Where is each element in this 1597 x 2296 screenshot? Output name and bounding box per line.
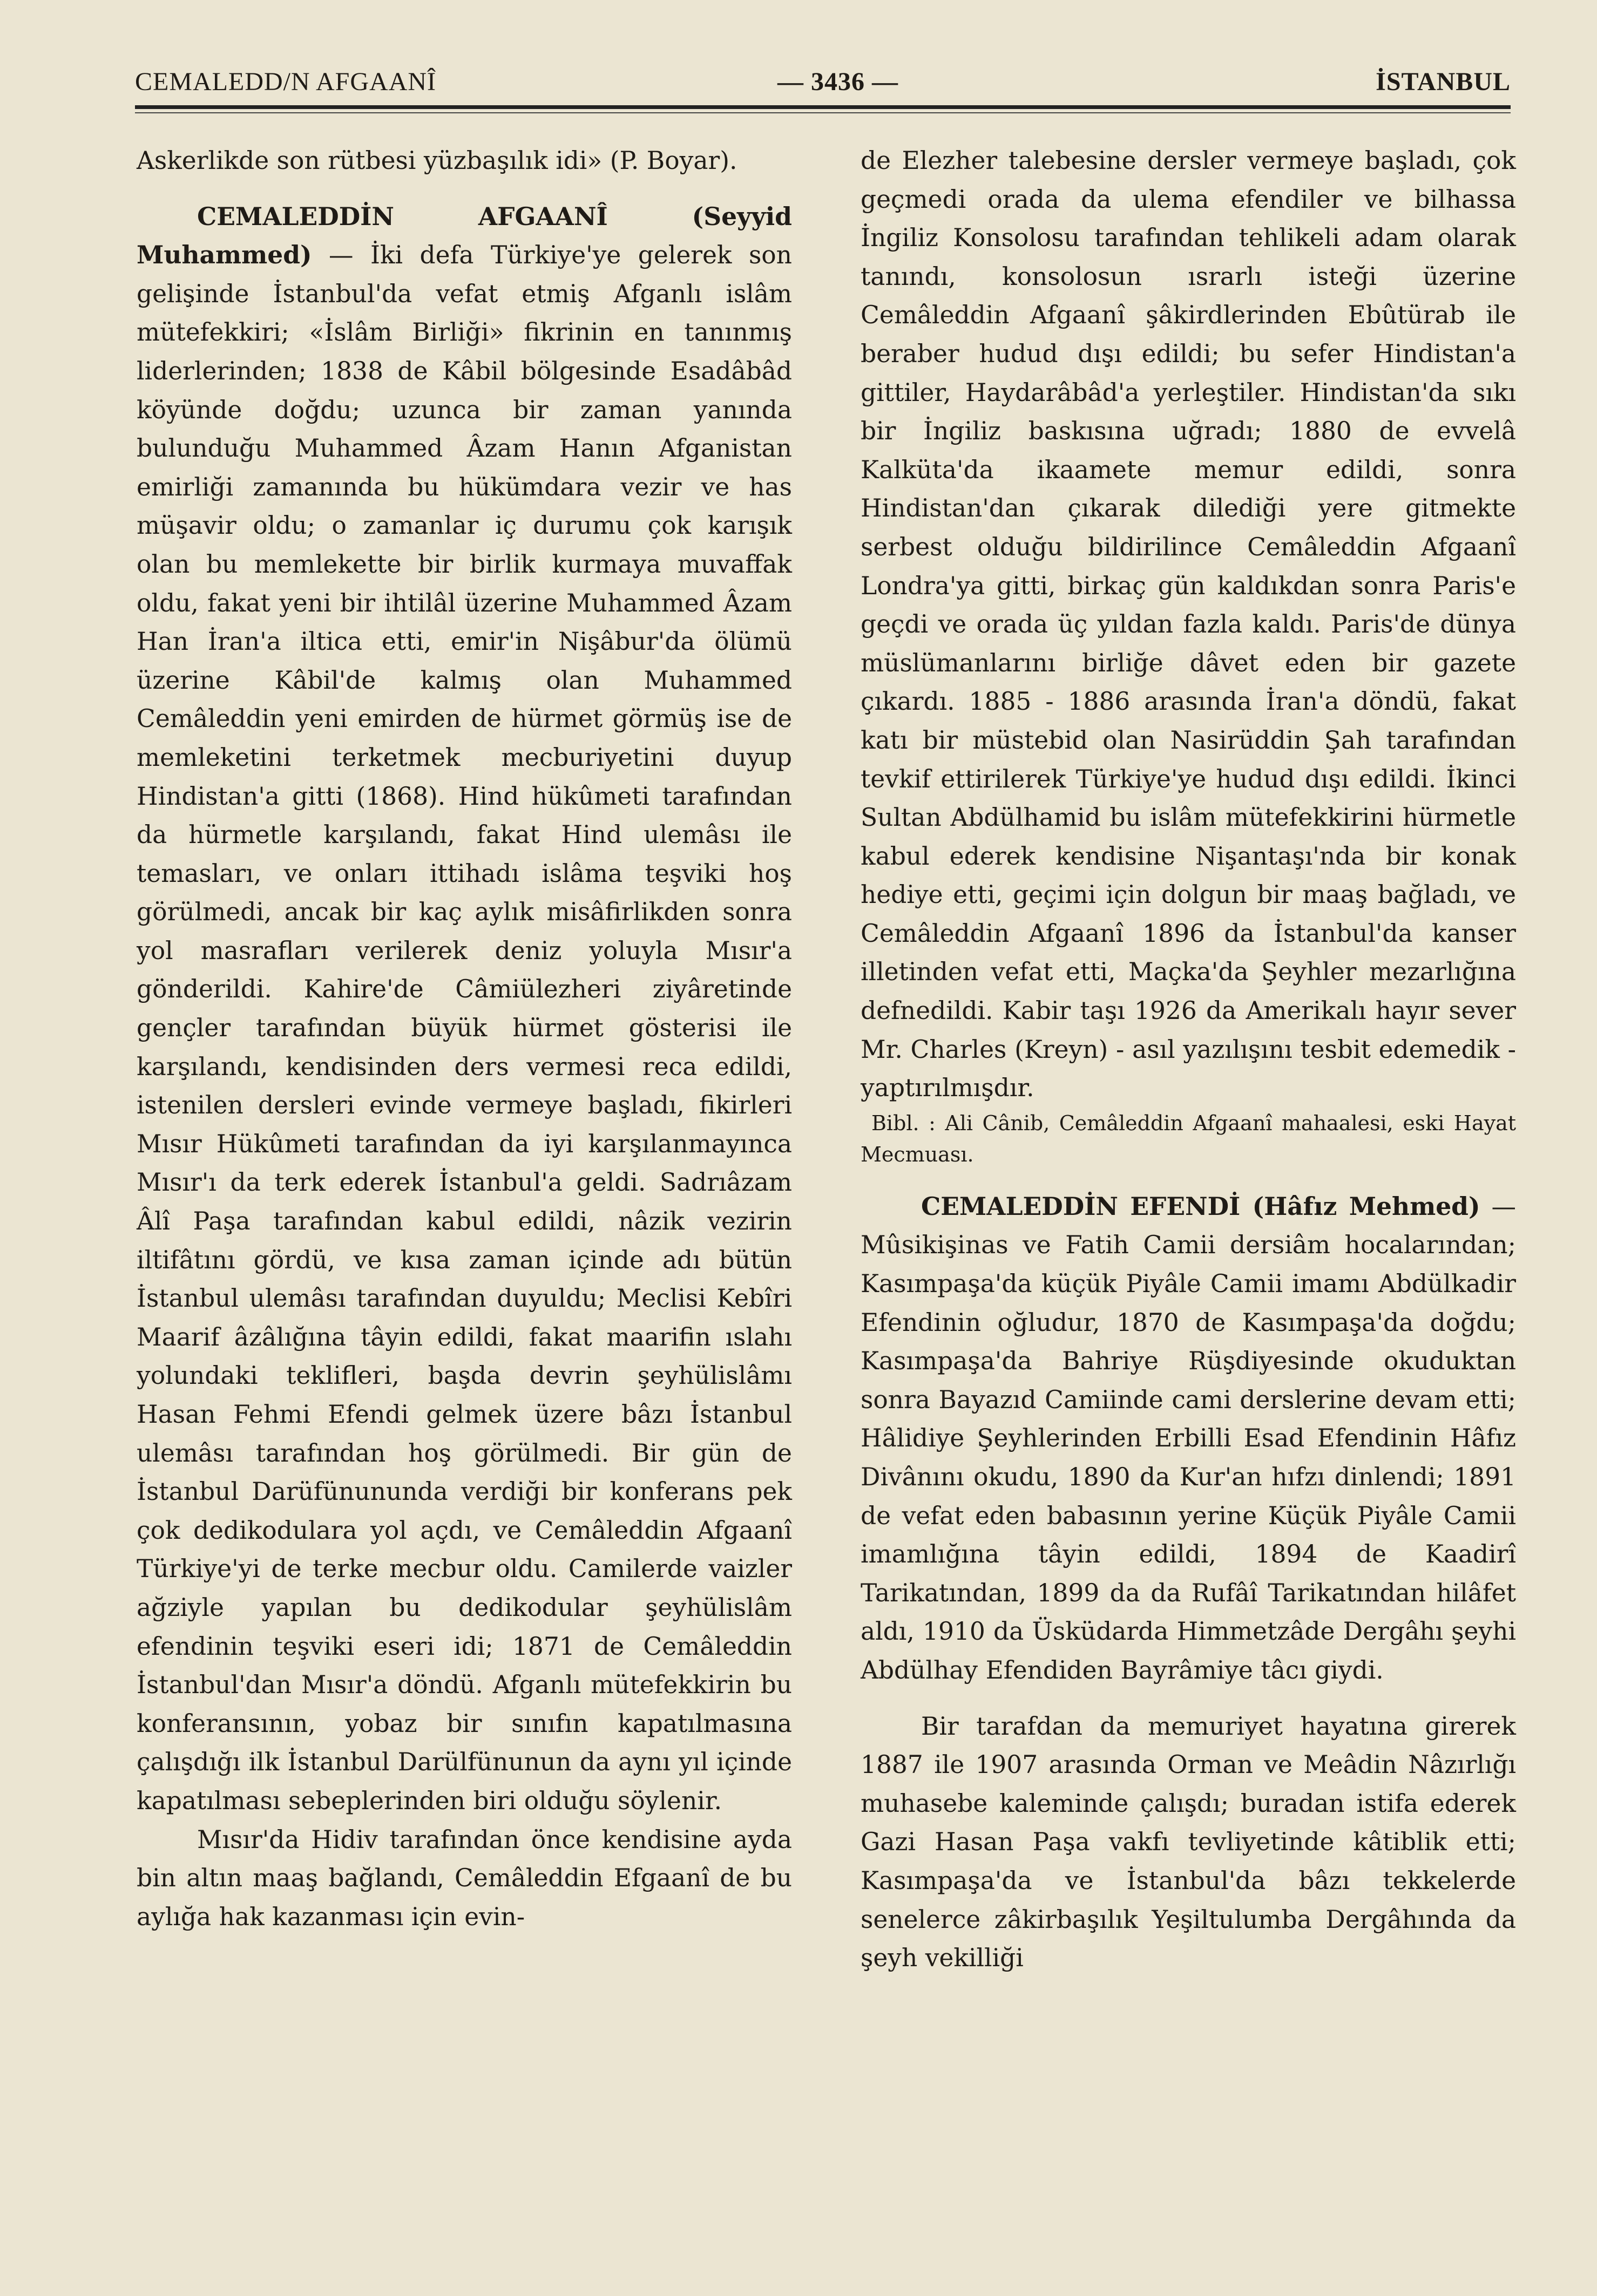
bibliography (861, 1108, 1516, 1170)
left-column (137, 141, 792, 1936)
running-title: CEMALEDD/N AFGAANÎ (135, 67, 436, 96)
header-rule-thin (135, 112, 1511, 113)
spacer (861, 1690, 1516, 1707)
body-paragraph: de Elezher talebesine dersler vermeye başladı, çok geçmedi orada da ulema efendiler ve bilhassa İngiliz Konsolosu tarafından tehlikeli adam olarak tanındı, konsolosun ısrarlı isteği üzerine Cemâleddin Afgaanî şâkirdlerinden Ebûtürab ile beraber hudud dışı edildi; bu sefer Hindistan'a gittiler, Haydarâbâd'a yerleştiler. Hindistan'da sıkı bir İngiliz baskısına uğradı; 1880 de evvelâ Kalküta'da ikaamete memur edildi, sonra Hindistan'dan çıkarak dilediği yere gitmekte serbest olduğu bildirilince Cemâleddin Afgaanî Londra'ya gitti, birkaç gün kaldıkdan sonra Paris'e geçdi ve orada üç yıldan fazla kaldı. Paris'de dünya müslümanlarını birliğe dâvet eden bir gazete çıkardı. 1885 - 1886 arasında İran'a döndü, fakat katı bir müstebid olan Nasirüddin Şah tarafından tevkif ettirilerek Türkiye'ye hudud dışı edildi. İkinci Sultan Abdülhamid bu islâm mütefekkirini hürmetle kabul ederek kendisine Nişantaşı'nda bir konak hediye etti, geçimi için dolgun bir maaş bağladı, ve Cemâleddin Afgaanî 1896 da İstanbul'da kanser illetinden vefat etti, Maçka'da Şeyhler mezarlığına defnedildi. Kabir taşı 1926 da Amerikalı hayır sever Mr. Charles (Kreyn) - asıl yazılışını tesbit edemedik - yaptırılmışdır. (861, 146, 1516, 1103)
body-paragraph: Mısır'da Hidiv tarafından önce kendisine ayda bin altın maaş bağlandı, Cemâleddin Efgaanî de bu aylığa hak kazanması için evin- (137, 1825, 792, 1931)
bibliography-text: Ali Cânib, Cemâleddin Afgaanî mahaalesi, eski Hayat Mecmuası. (861, 1111, 1516, 1166)
continuation-paragraph: Askerlikde son rütbesi yüzbaşılık idi» (P. Boyar). (137, 146, 737, 175)
bibliography-label: Bibl. : (871, 1111, 936, 1135)
body-paragraph: Bir tarafdan da memuriyet hayatına girerek 1887 ile 1907 arasında Orman ve Meâdin Nâzırlığı muhasebe kaleminde çalışdı; buradan istifa ederek Gazi Hasan Paşa vakfı tevliyetinde kâtiblik etti; Kasımpaşa'da ve İstanbul'da bâzı tekkelerde senelerce zâkirbaşılık Yeşiltulumba Dergâhında da şeyh vekilliği (861, 1711, 1516, 1973)
right-column (861, 141, 1516, 1978)
spacer (861, 1170, 1516, 1187)
section-title: İSTANBUL (1376, 67, 1511, 96)
running-header (135, 60, 1511, 104)
entry-title: CEMALEDDİN AFGAANÎ (Seyyid Muhammed) (137, 201, 792, 270)
spacer (137, 180, 792, 198)
page-number: — 3436 — (777, 67, 898, 96)
entry-body: — Mûsikişinas ve Fatih Camii dersiâm hocalarından; Kasımpaşa'da küçük Piyâle Camii imamı Abdülkadir Efendinin oğludur, 1870 de Kasımpaşa'da doğdu; Kasımpaşa'da Bahriye Rüşdiyesinde okuduktan sonra Bayazıd Camiinde cami derslerine devam etti; Hâlidiye Şeyhlerinden Erbilli Esad Efendinin Hâfız Divânını okudu, 1890 da Kur'an hıfzı dinlendi; 1891 de vefat eden babasının yerine Küçük Piyâle Camii imamlığına tâyin edildi, 1894 de Kaadirî Tarikatından, 1899 da da Rufâî Tarikatından hilâfet aldı, 1910 da Üsküdarda Himmetzâde Dergâhı şeyhi Abdülhay Efendiden Bayrâmiye tâcı giydi. (861, 1192, 1516, 1684)
entry-paragraph (861, 1187, 1516, 1690)
entry-body: — İki defa Türkiye'ye gelerek son gelişinde İstanbul'da vefat etmiş Afganlı islâm mütefekkiri; «İslâm Birliği» fikrinin en tanınmış liderlerinden; 1838 de Kâbil bölgesinde Esadâbâd köyünde doğdu; uzunca bir zaman yanında bulunduğu Muhammed Âzam Hanın Afganistan emirliği zamanında bu hükümdara vezir ve has müşavir oldu; o zamanlar iç durumu çok karışık olan bu memlekette bir birlik kurmaya muvaffak oldu, fakat yeni bir ihtilâl üzerine Muhammed Âzam Han İran'a iltica etti, emir'in Nişâbur'da ölümü üzerine Kâbil'de kalmış olan Muhammed Cemâleddin yeni emirden de hürmet görmüş ise de memleketini terketmek mecburiyetini duyup Hindistan'a gitti (1868). Hind hükûmeti tarafından da hürmetle karşılandı, fakat Hind ulemâsı ile temasları, ve onları ittihadı islâma teşviki hoş görülmedi, ancak bir kaç aylık misâfirlikden sonra yol masrafları verilerek deniz yoluyla Mısır'a gönderildi. Kahire'de Câmiülezheri ziyâretinde gençler tarafından büyük hürmet gösterisi ile karşılandı, kendisinden ders vermesi reca edildi, istenilen dersleri evinde vermeye başladı, fikirleri Mısır Hükûmeti tarafından da iyi karşılanmayınca Mısır'ı da terk ederek İstanbul'a geldi. Sadrıâzam Âlî Paşa tarafından kabul edildi, nâzik vezirin iltifâtını gördü, ve kısa zaman içinde adı bütün İstanbul ulemâsı tarafından duyuldu; Meclisi Kebîri Maarif âzâlığına tâyin edildi, fakat maarifin ıslahı yolundaki teklifleri, başda devrin şeyhülislâmı Hasan Fehmi Efendi gelmek üzere bâzı İstanbul ulemâsı tarafından hoş görülmedi. Bir gün de İstanbul Darüfünununda verdiği bir konferans pek çok dedikodulara yol açdı, ve Cemâleddin Afgaanî Türkiye'yi de terke mecbur oldu. Camilerde vaizler ağziyle yapılan bu dedikodular şeyhülislâm efendinin teşviki eseri idi; 1871 de Cemâleddin İstanbul'dan Mısır'a döndü. Afganlı mütefekkirin bu konferansının, yobaz bir sınıfın kapatılmasına çalışdığı ilk İstanbul Darülfünunun da aynı yıl içinde kapatılması sebeplerinden biri olduğu söylenir. (137, 241, 792, 1815)
entry-paragraph (137, 198, 792, 1821)
entry-title: CEMALEDDİN EFENDİ (Hâfız Mehmed) (921, 1191, 1480, 1221)
header-rule (135, 105, 1511, 109)
